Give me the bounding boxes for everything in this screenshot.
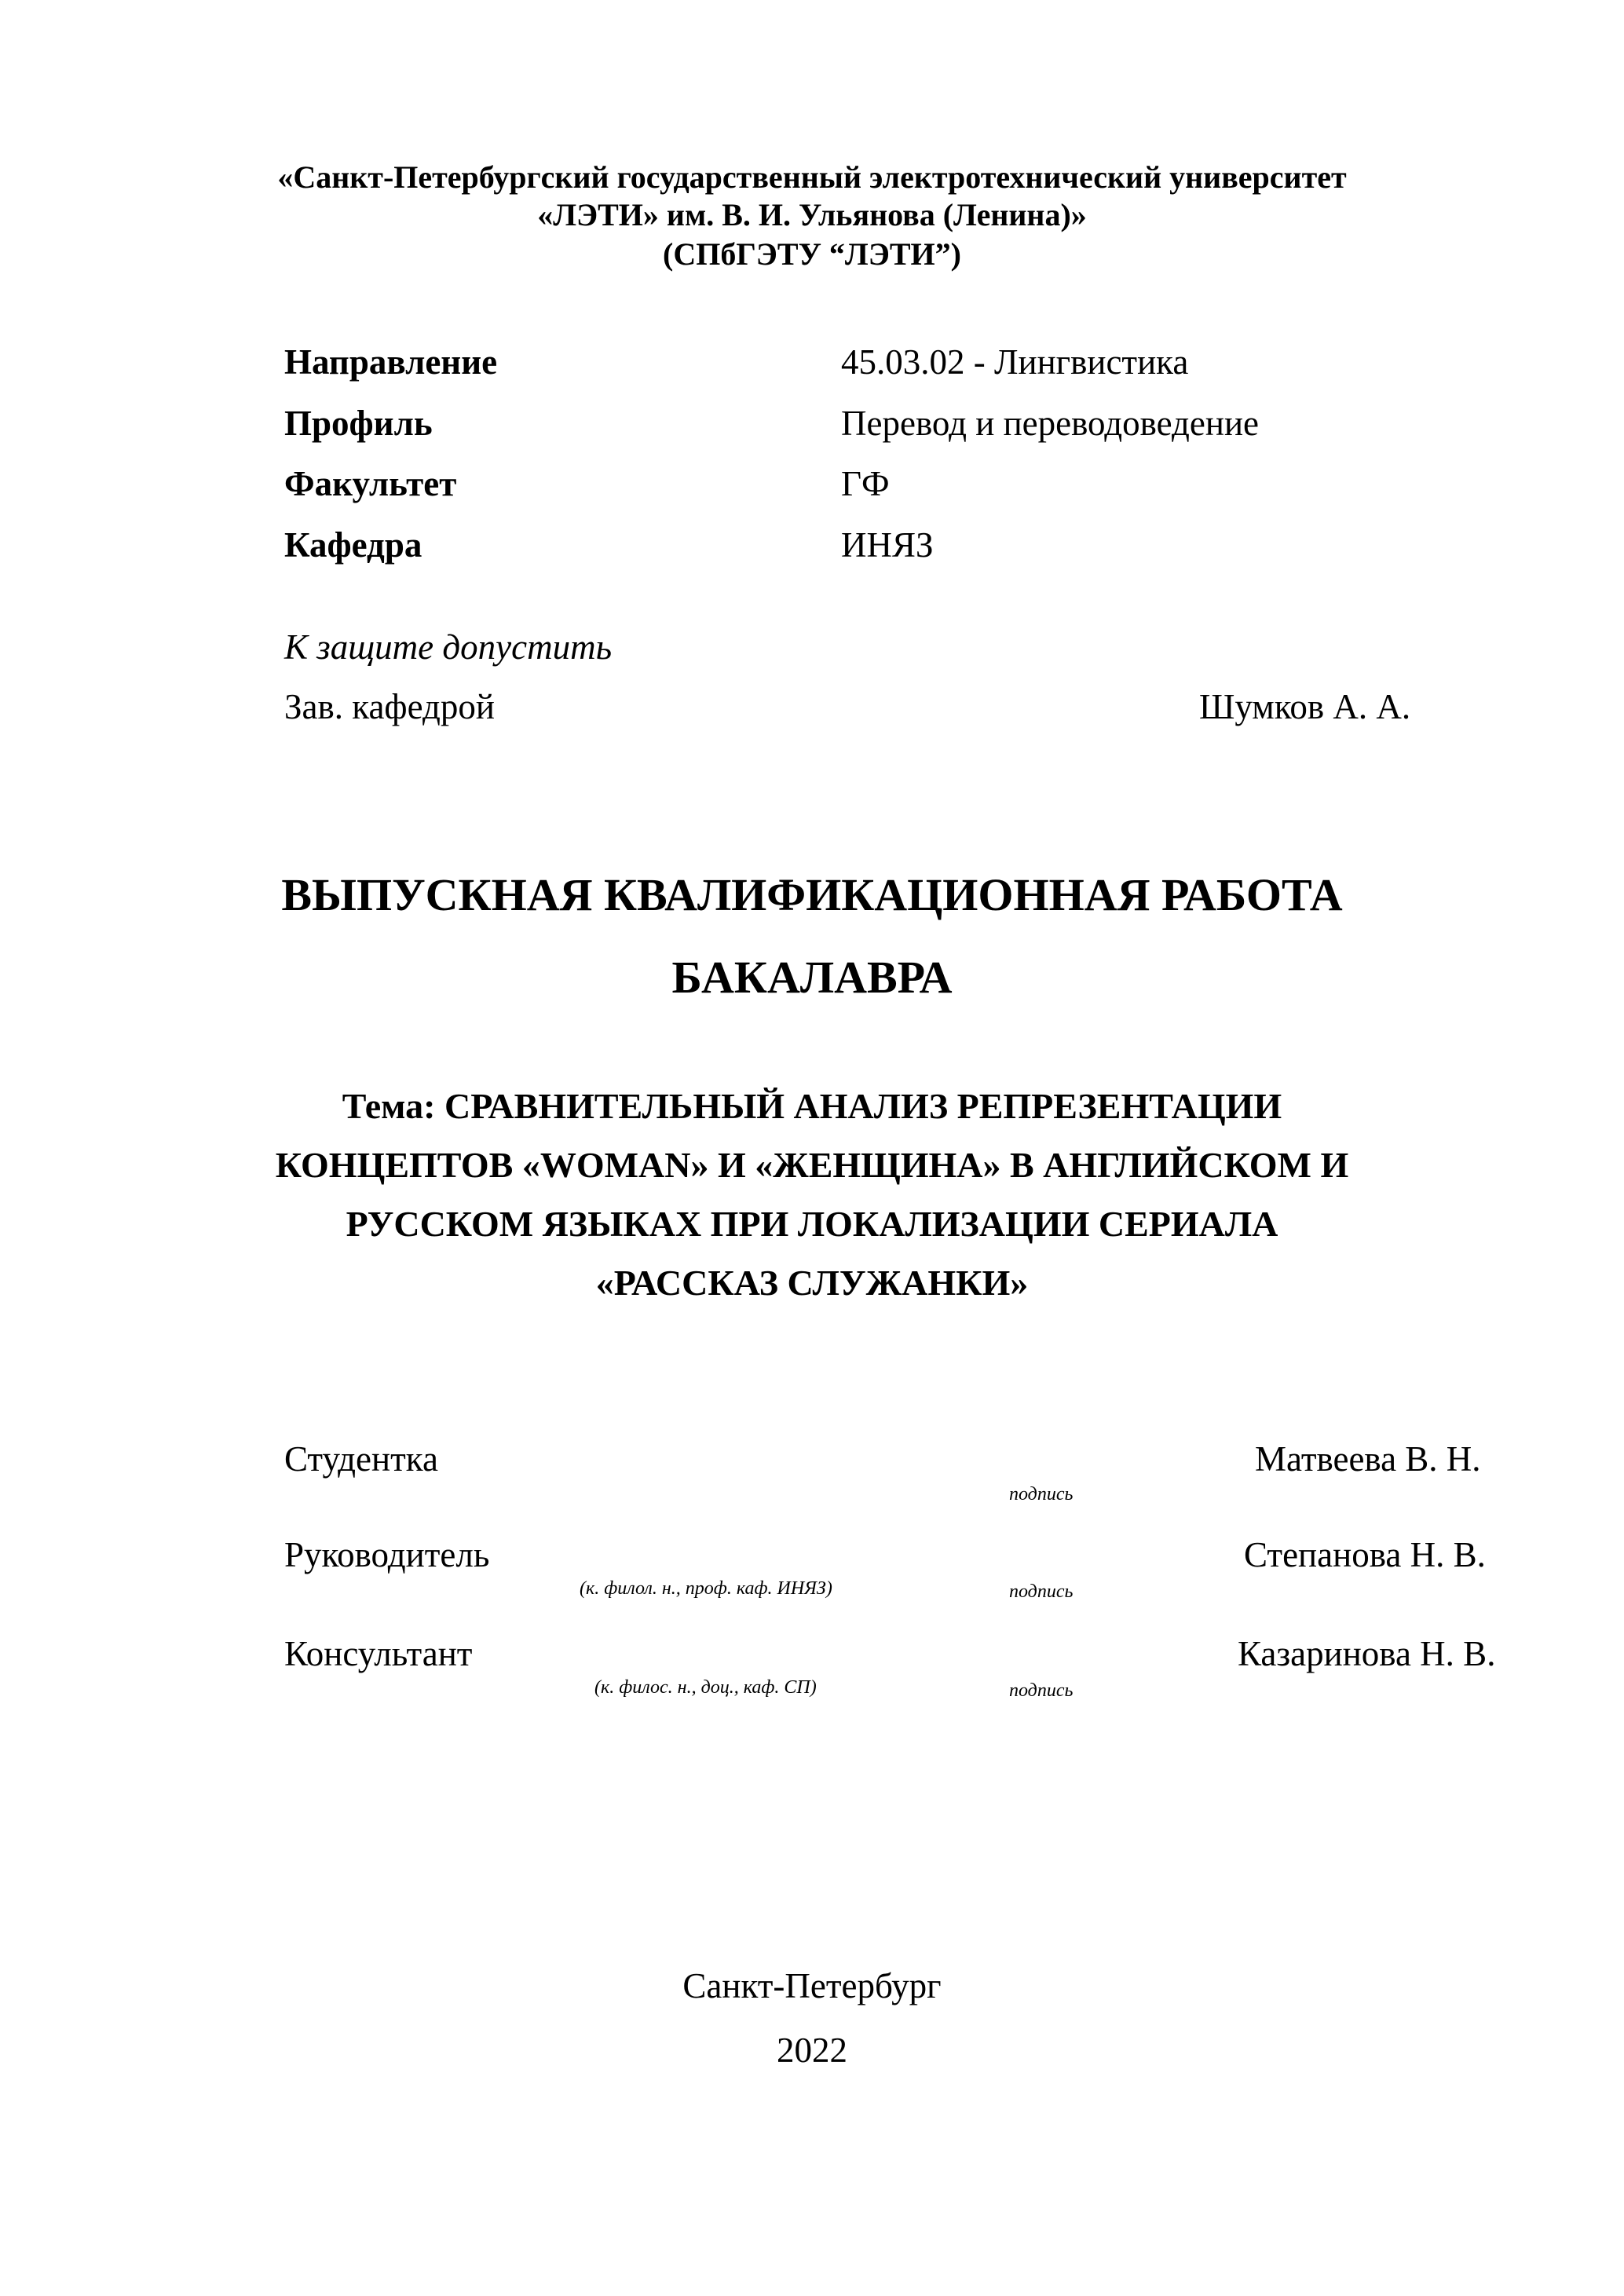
- signature-name-student: Матвеева В. Н.: [1255, 1439, 1481, 1479]
- info-value-department: ИНЯЗ: [841, 525, 934, 565]
- signature-caption-supervisor: подпись: [1009, 1581, 1074, 1602]
- signature-caption-student: подпись: [1009, 1484, 1074, 1504]
- footer-city: Санкт-Петербург: [682, 1966, 942, 2005]
- signature-name-supervisor: Степанова Н. В.: [1244, 1535, 1486, 1574]
- signature-degree-consultant: (к. филос. н., доц., каф. СП): [594, 1677, 817, 1698]
- topic-line-2: КОНЦЕПТОВ «WOMAN» И «ЖЕНЩИНА» В АНГЛИЙСКОМ И: [275, 1145, 1349, 1185]
- signature-caption-consultant: подпись: [1009, 1680, 1074, 1701]
- topic-line-1: Тема: СРАВНИТЕЛЬНЫЙ АНАЛИЗ РЕПРЕЗЕНТАЦИИ: [342, 1086, 1282, 1126]
- footer-year: 2022: [777, 2031, 847, 2070]
- info-value-direction: 45.03.02 - Лингвистика: [841, 342, 1189, 382]
- signature-role-consultant: Консультант: [284, 1634, 473, 1673]
- approval-name: Шумков А. А.: [1199, 687, 1411, 726]
- document-title-line-1: ВЫПУСКНАЯ КВАЛИФИКАЦИОННАЯ РАБОТА: [281, 869, 1343, 920]
- info-value-profile: Перевод и переводоведение: [841, 404, 1260, 443]
- approval-heading: К защите допустить: [284, 627, 613, 667]
- info-label-direction: Направление: [284, 342, 498, 382]
- university-name-line-1: «Санкт-Петербургский государственный электротехнический университет: [277, 159, 1347, 195]
- university-name-line-2: «ЛЭТИ» им. В. И. Ульянова (Ленина)»: [537, 197, 1087, 232]
- signature-role-supervisor: Руководитель: [284, 1535, 490, 1574]
- signature-name-consultant: Казаринова Н. В.: [1238, 1634, 1496, 1673]
- signature-degree-supervisor: (к. филол. н., проф. каф. ИНЯЗ): [580, 1578, 832, 1599]
- info-value-faculty: ГФ: [841, 464, 890, 503]
- topic-line-4: «РАССКАЗ СЛУЖАНКИ»: [595, 1263, 1029, 1303]
- info-label-profile: Профиль: [284, 404, 433, 443]
- info-label-faculty: Факультет: [284, 464, 457, 503]
- university-abbreviation: (СПбГЭТУ “ЛЭТИ”): [663, 236, 961, 272]
- signature-role-student: Студентка: [284, 1439, 438, 1479]
- info-label-department: Кафедра: [284, 525, 422, 565]
- document-title-line-2: БАКАЛАВРА: [671, 952, 953, 1003]
- topic-line-3: РУССКОМ ЯЗЫКАХ ПРИ ЛОКАЛИЗАЦИИ СЕРИАЛА: [346, 1204, 1278, 1244]
- approval-role: Зав. кафедрой: [284, 687, 495, 726]
